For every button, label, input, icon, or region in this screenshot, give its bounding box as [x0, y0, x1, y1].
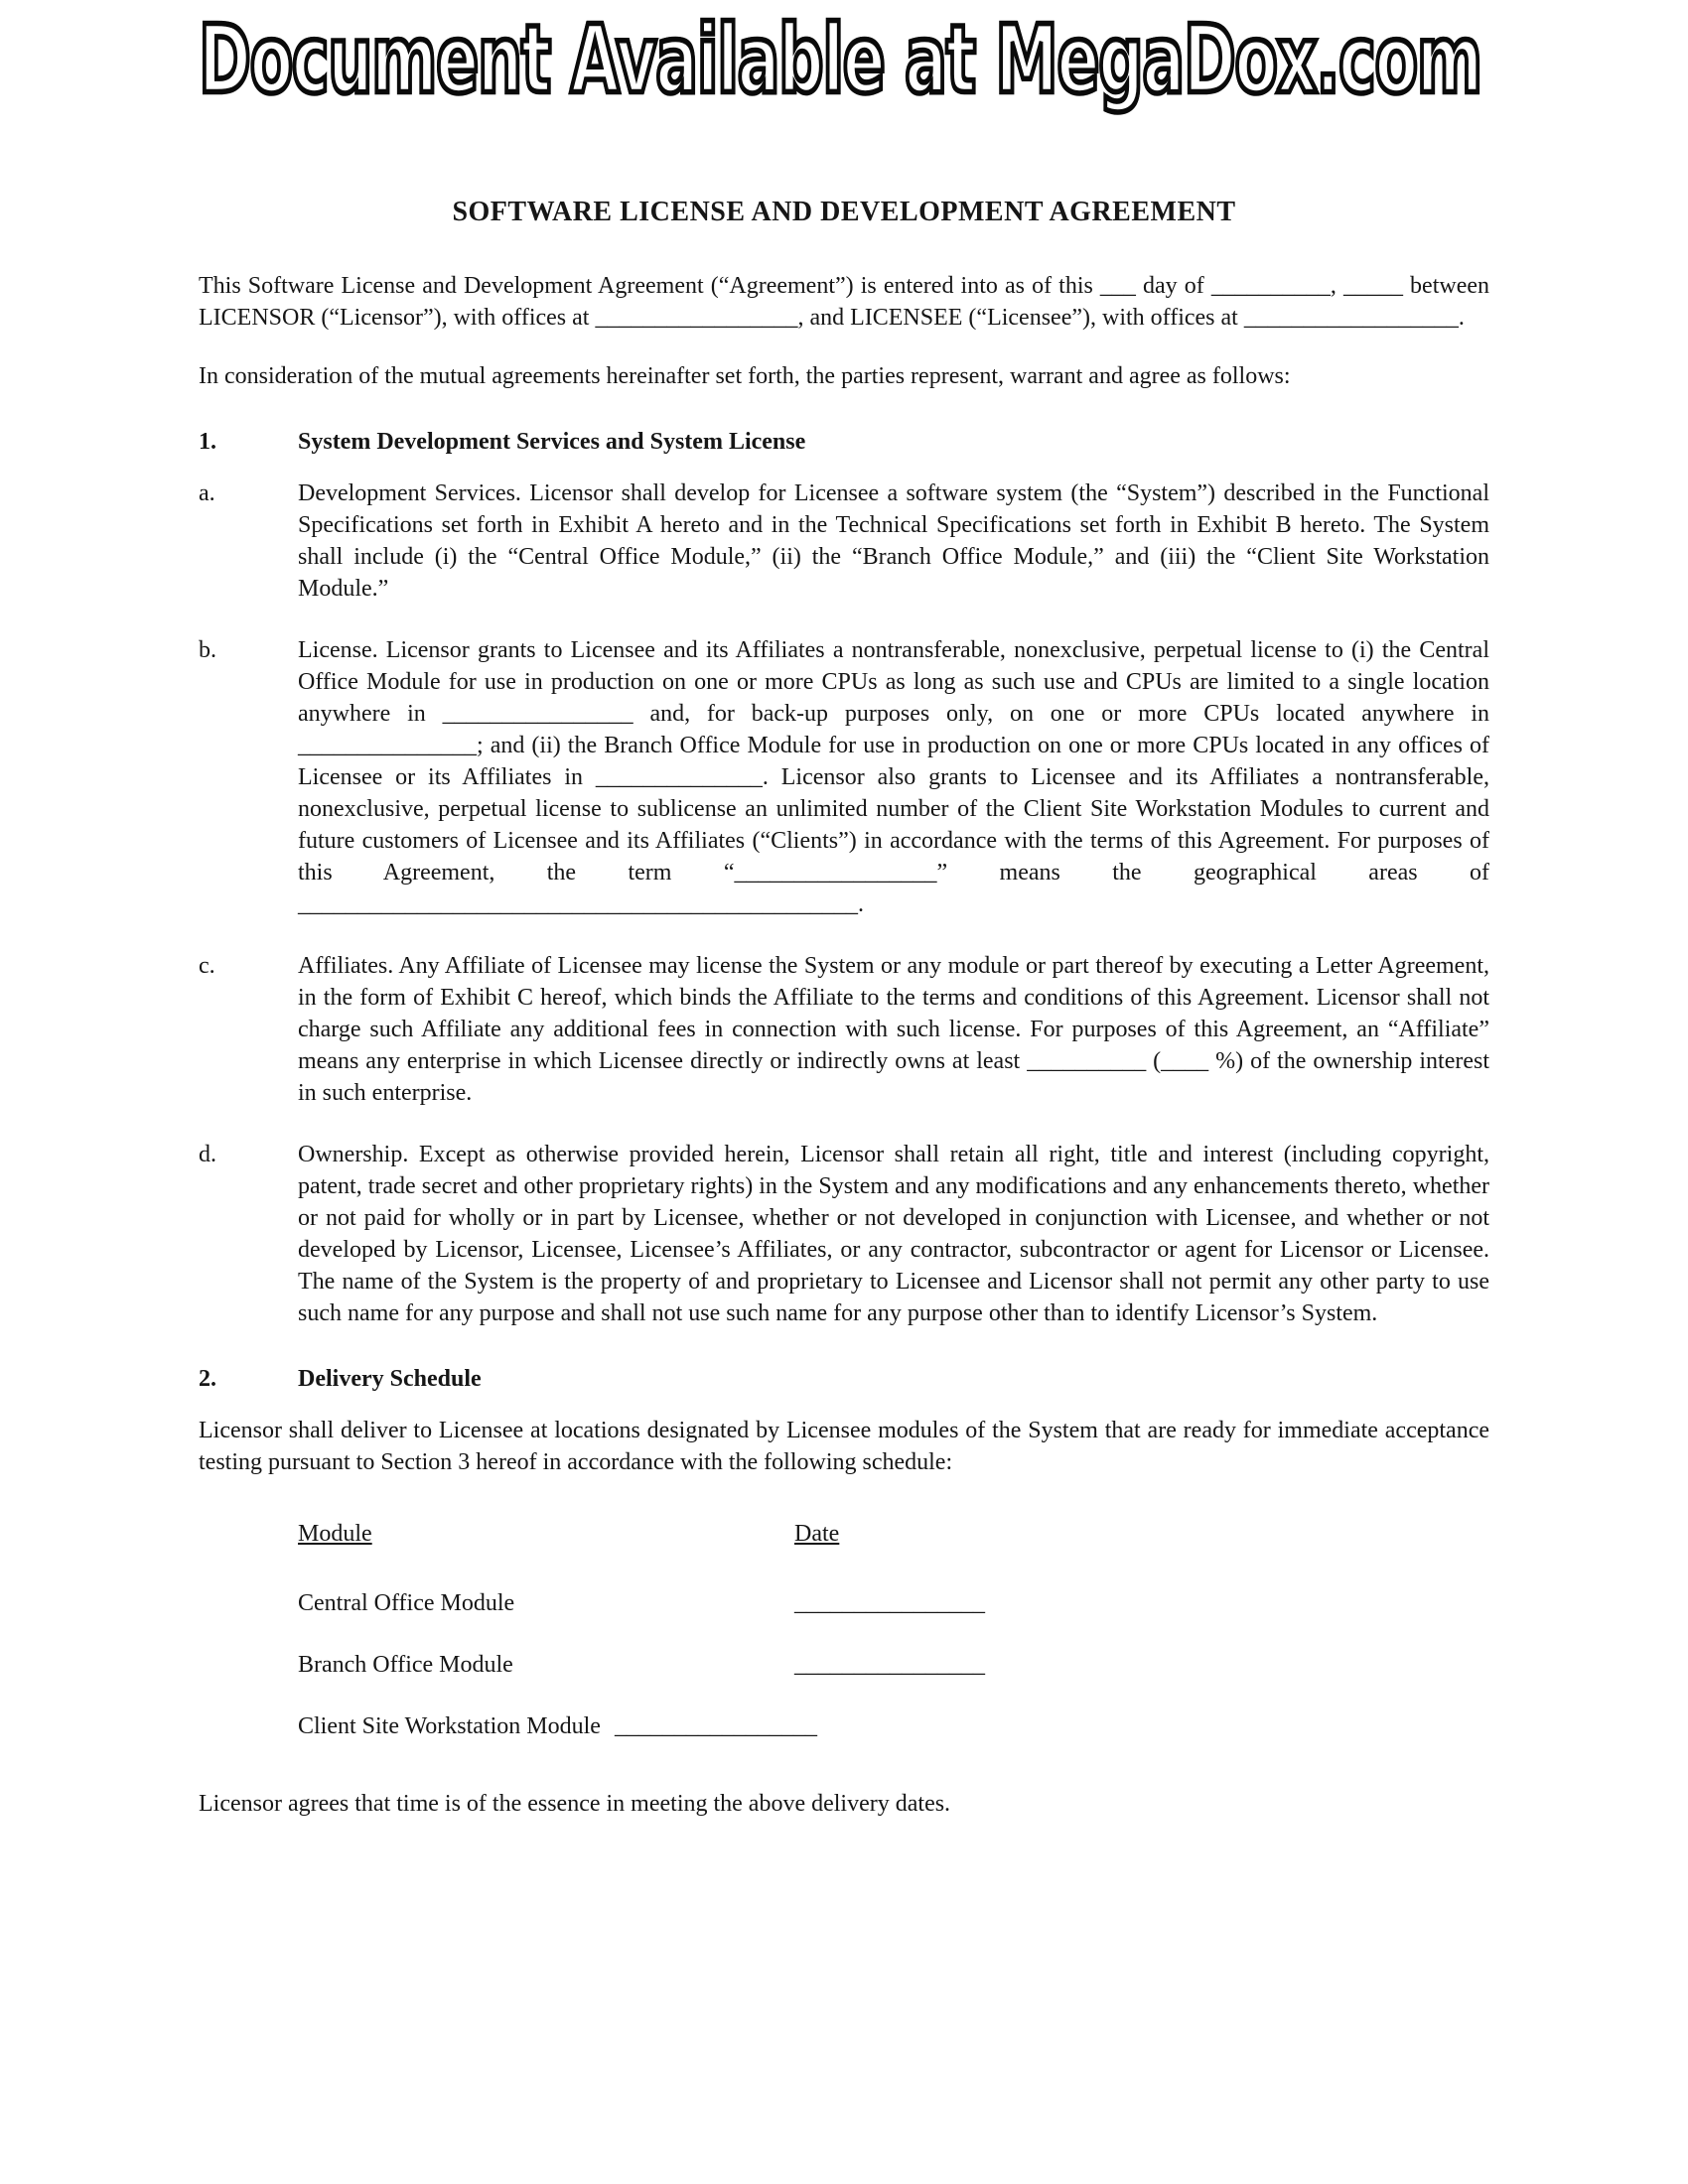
schedule-row-central-office [298, 1587, 1489, 1619]
module-name: Branch Office Module [298, 1652, 513, 1678]
megadox-logo-text: Document Available at MegaDox.com [199, 5, 1481, 114]
module-name: Client Site Workstation Module [298, 1713, 601, 1739]
clause-a-label: a. [199, 480, 215, 506]
megadox-header [199, 5, 1489, 114]
section-2-title: Delivery Schedule [298, 1366, 482, 1392]
closing-paragraph: Licensor agrees that time is of the essence in meeting the above delivery dates. [199, 1791, 951, 1817]
delivery-schedule-table [298, 1518, 1489, 1742]
clause-c-text: Affiliates. Any Affiliate of Licensee may license the System or any module or part thereof by executing a Letter Agreement, in the form of Exhibit C hereof, which binds the Affiliate to the terms and conditions of this Agreement. Licensor shall not charge such Affiliate any additional fees in connection with such license. For purposes of this Agreement, an “Affiliate” means any enterprise in which Licensee directly or indirectly owns at least __________ (____ %) of the ownership interest in such enterprise. [298, 953, 1489, 1106]
module-header-label: Module [298, 1521, 372, 1547]
clause-c-label: c. [199, 953, 215, 979]
clause-a [199, 478, 1489, 605]
section-2-number: 2. [199, 1366, 216, 1392]
clause-d [199, 1139, 1489, 1329]
date-header-label: Date [794, 1521, 840, 1547]
section-2-heading [199, 1363, 1489, 1395]
schedule-date-header [794, 1518, 839, 1550]
schedule-module-header [298, 1518, 794, 1550]
clause-d-label: d. [199, 1142, 216, 1167]
schedule-row-branch-office [298, 1649, 1489, 1681]
schedule-header-row [298, 1518, 1489, 1550]
section-1-number: 1. [199, 429, 216, 455]
schedule-row-client-site [298, 1710, 1489, 1742]
section-1-heading [199, 426, 1489, 458]
date-blank: ________________ [794, 1590, 985, 1616]
clause-d-text: Ownership. Except as otherwise provided herein, Licensor shall retain all right, title and interest (including copyright, patent, trade secret and other proprietary rights) in the System and any modifications and any enhancements thereto, whether or not paid for wholly or in part by Licensee, whether or not developed in conjunction with Licensee, and whether or not developed by Licensor, Licensee, Licensee’s Affiliates, or any contractor, subcontractor or agent for Licensor or Licensee. The name of the System is the property of and proprietary to Licensee and Licensor shall not permit any other party to use such name for any purpose and shall not use such name for any purpose other than to identify Licensor’s System. [298, 1142, 1489, 1326]
clause-a-text: Development Services. Licensor shall develop for Licensee a software system (the “System”) described in the Functional Specifications set forth in Exhibit A hereto and in the Technical Specifications set forth in Exhibit B hereto. The System shall include (i) the “Central Office Module,” (ii) the “Branch Office Module,” and (iii) the “Client Site Workstation Module.” [298, 480, 1489, 602]
clause-b-text: License. Licensor grants to Licensee and its Affiliates a nontransferable, nonexclusive, perpetual license to (i) the Central Office Module for use in production on one or more CPUs as long as such use and CPUs are limited to a single location anywhere in ________________ and, for back-up purposes only, on one or more CPUs located anywhere in _______________; and (ii) the Branch Office Module for use in production on one or more CPUs located in any offices of Licensee or its Affiliates in ______________. Licensor also grants to Licensee and its Affiliates a nontransferable, nonexclusive, perpetual license to sublicense an unlimited number of the Client Site Workstation Modules to current and future customers of Licensee and its Affiliates (“Clients”) in accordance with the terms of this Agreement. For purposes of this Agreement, the term “_________________” means the geographical areas of _______________________________________________. [298, 637, 1489, 917]
date-blank: _________________ [614, 1713, 817, 1739]
clause-b-label: b. [199, 637, 216, 663]
section-1-title: System Development Services and System License [298, 429, 806, 455]
module-name: Central Office Module [298, 1590, 515, 1616]
delivery-intro-paragraph: Licensor shall deliver to Licensee at locations designated by Licensee modules of the System that are ready for immediate acceptance testing pursuant to Section 3 hereof in accordance with the following schedule: [199, 1418, 1489, 1475]
consideration-paragraph: In consideration of the mutual agreements hereinafter set forth, the parties represent, warrant and agree as follows: [199, 363, 1291, 389]
clause-c [199, 950, 1489, 1109]
date-blank: ________________ [794, 1652, 985, 1678]
clause-b [199, 634, 1489, 920]
intro-paragraph: This Software License and Development Agreement (“Agreement”) is entered into as of this ___ day of __________, _____ between LICENSOR (“Licensor”), with offices at _________________, and LICENSEE (“Licensee”), with offices at __________________. [199, 273, 1489, 331]
document-title: SOFTWARE LICENSE AND DEVELOPMENT AGREEMENT [452, 197, 1236, 227]
